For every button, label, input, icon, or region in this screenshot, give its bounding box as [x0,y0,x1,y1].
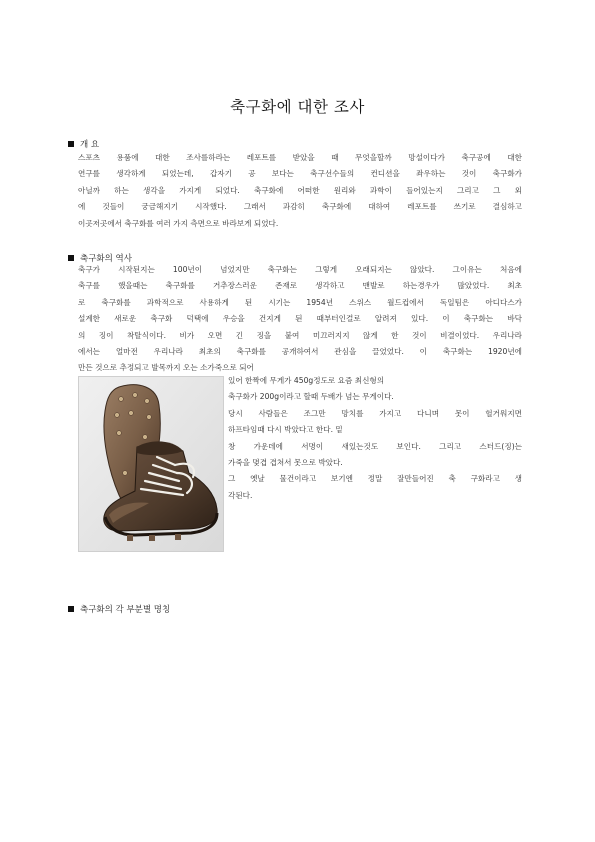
text-line: 설계한 새로운 축구화 덕택에 우승을 건지게 된 때부터인걸로 알려져 있다. 이 축구화는 바닥 [78,314,522,324]
section-heading-label: 축구화의 각 부분별 명칭 [80,605,171,615]
square-bullet-icon [68,606,74,612]
text-line: 창 가운데에 서명이 새있는것도 보인다. 그리고 스터드(징)는 [228,441,522,451]
history-side-paragraph [228,373,522,504]
text-line: 연구를 생각하게 되었는데, 갑자기 공 보다는 축구선수들의 컨디션을 좌우하는 것이 축구화가 [78,169,522,179]
text-line: 만든 것으로 추정되고 발목까지 오는 소가죽으로 되어 [78,363,254,373]
text-line: 에서는 얼마전 우리나라 최초의 축구화를 공개하여서 관심을 끌었었다. 이 축구화는 1920년에 [78,346,522,356]
text-line: 에 것들이 궁금해지기 시작했다. 그래서 과감히 축구화에 대하여 레포트를 쓰기로 결심하고 [78,202,522,212]
history-paragraph [78,262,522,377]
text-line: 각된다. [228,490,253,500]
square-bullet-icon [68,141,74,147]
text-line: 스포츠 용품에 대한 조사를하라는 레포트를 받았을 때 무엇을할까 망설이다가 축구공에 대한 [78,153,522,162]
overview-paragraph [78,150,522,232]
text-line: 로 축구화를 과학적으로 사용하게 된 시기는 1954년 스위스 월드컵에서 독일팀은 아디다스가 [78,297,522,307]
section-heading-label: 개 요 [80,140,100,150]
text-line: 당시 사람들은 조그만 망치를 가지고 다니며 못이 헐거워지면 [228,408,522,418]
text-line: 하프타임때 다시 박았다고 한다. 밑 [228,425,343,435]
text-line: 아닐까 하는 생각을 가지게 되었다. 축구화에 어떠한 원리와 과학이 들어있는지 그리고 그 외 [78,185,522,195]
square-bullet-icon [68,255,74,261]
football-boot-photo [78,376,224,552]
text-line: 그 옛날 물건이라고 보기엔 정말 잘만들어진 축 구화라고 생 [228,474,522,484]
text-line: 이곳저곳에서 축구화를 여러 가지 측면으로 바라보게 되었다. [78,218,279,228]
page-title: 축구화에 대한 조사 [230,98,365,116]
text-line: 있어 한짝에 무게가 450g정도로 요즘 최신형의 [228,376,385,385]
text-line: 가죽을 몇겹 겹쳐서 못으로 박았다. [228,457,343,467]
section-heading-label: 축구화의 역사 [80,254,132,264]
boot-illustration [79,377,224,552]
text-line: 의 징이 착탈식이다. 비가 오면 긴 징을 붙여 미끄러지지 않게 한 것이 비결이었다. 우리나라 [78,330,522,340]
text-line: 축구화가 200g이라고 할때 두배가 넘는 무게이다. [228,392,394,402]
section-heading-parts [68,603,170,615]
section-heading-overview [68,138,99,150]
text-line: 축구가 시작된지는 100년이 넘었지만 축구화는 그렇게 오래되지는 않았다. 그이유는 처음에 [78,265,522,274]
text-line: 축구를 했을때는 축구화를 거추장스러운 존재로 생각하고 맨발로 하는경우가 많았었다. 최초 [78,281,522,291]
